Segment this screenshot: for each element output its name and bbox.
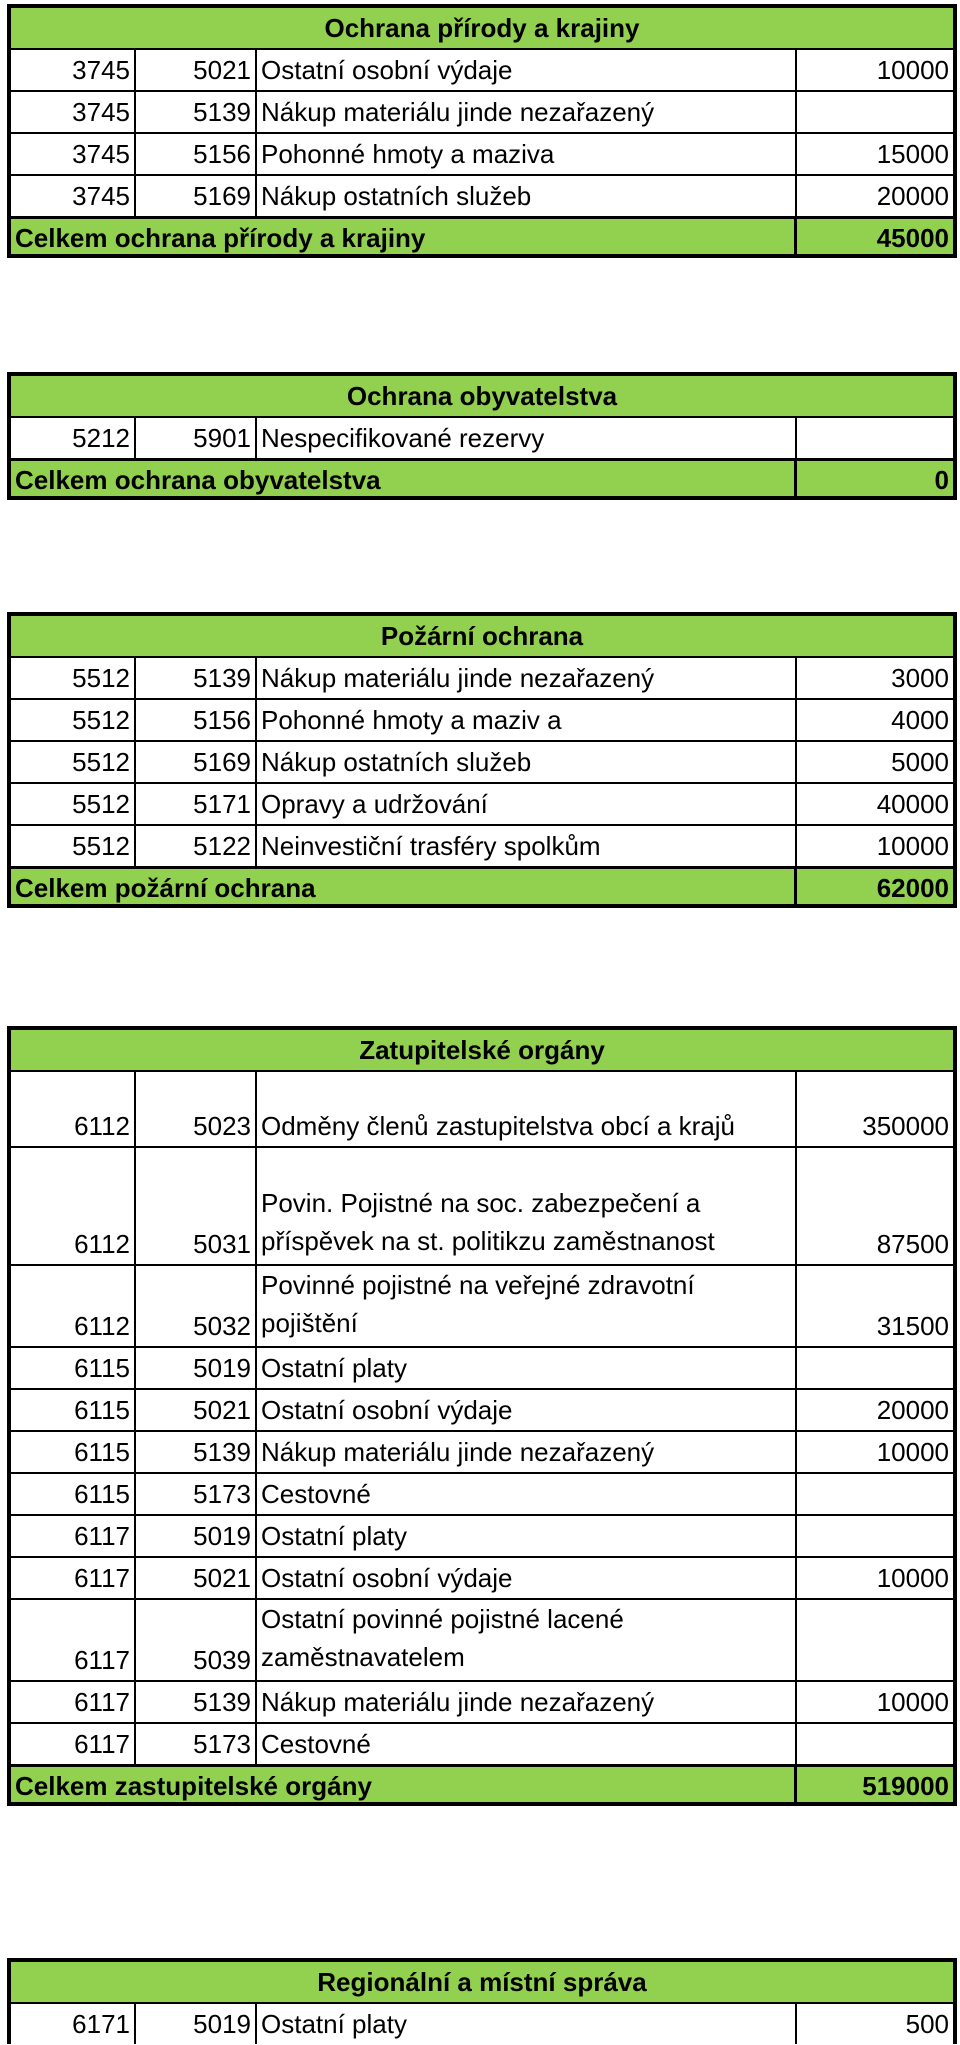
item-description: Ostatní platy [257, 2004, 797, 2044]
item-description: Pohonné hmoty a maziv a [257, 700, 797, 740]
item-code: 5019 [136, 2004, 257, 2044]
item-code: 5139 [136, 658, 257, 698]
item-description: Nákup materiálu jinde nezařazený [257, 658, 797, 698]
table-row [11, 174, 953, 216]
item-amount: 5000 [891, 747, 949, 777]
item-amount [797, 1600, 953, 1680]
item-code: 5139 [136, 1432, 257, 1472]
item-code: 5156 [136, 700, 257, 740]
item-description: Nákup materiálu jinde nezařazený [257, 92, 797, 132]
item-code: 5021 [136, 50, 257, 90]
item-description [257, 1266, 797, 1346]
item-code: 5171 [136, 784, 257, 824]
para-code: 6117 [11, 1558, 136, 1598]
item-code: 5122 [136, 826, 257, 866]
item-code: 5173 [136, 1474, 257, 1514]
para-code: 6117 [11, 1600, 136, 1680]
item-description: Ostatní osobní výdaje [257, 1390, 797, 1430]
item-code: 5039 [136, 1600, 257, 1680]
item-code: 5031 [136, 1148, 257, 1264]
table-row [11, 1346, 953, 1388]
item-amount [797, 418, 953, 458]
item-amount: 20000 [876, 181, 949, 211]
table-row [11, 824, 953, 866]
table-row [11, 1722, 953, 1764]
item-code: 5032 [136, 1266, 257, 1346]
para-code: 6112 [11, 1266, 136, 1346]
item-description: Neinvestiční trasféry spolkům [257, 826, 797, 866]
item-description: Nákup materiálu jinde nezařazený [257, 1432, 797, 1472]
item-description-text: Ostatní povinné pojistné lacené zaměstnavatelem [261, 1604, 624, 1672]
table-row [11, 1680, 953, 1722]
section-total [11, 216, 953, 254]
para-code: 6112 [11, 1148, 136, 1264]
section-pozarni-ochrana [7, 612, 957, 908]
total-label: Celkem ochrana obyvatelstva [11, 461, 797, 496]
total-label: Celkem požární ochrana [11, 869, 797, 904]
item-description: Ostatní platy [257, 1516, 797, 1556]
table-row [11, 740, 953, 782]
item-code: 5169 [136, 176, 257, 216]
table-row [11, 2002, 953, 2044]
para-code: 5512 [11, 658, 136, 698]
total-value: 62000 [876, 873, 949, 903]
para-code: 6117 [11, 1516, 136, 1556]
item-amount [797, 92, 953, 132]
item-code: 5019 [136, 1348, 257, 1388]
total-value: 0 [934, 465, 949, 495]
item-amount: 87500 [876, 1229, 949, 1259]
para-code: 6115 [11, 1348, 136, 1388]
table-row [11, 1514, 953, 1556]
item-amount: 40000 [876, 789, 949, 819]
para-code: 6115 [11, 1474, 136, 1514]
section-title: Požární ochrana [11, 616, 953, 656]
para-code: 3745 [11, 50, 136, 90]
para-code: 5512 [11, 742, 136, 782]
para-code: 6171 [11, 2004, 136, 2044]
item-description: Pohonné hmoty a maziva [257, 134, 797, 174]
item-amount: 20000 [876, 1395, 949, 1425]
item-description: Ostatní osobní výdaje [257, 50, 797, 90]
item-amount: 10000 [876, 831, 949, 861]
item-amount: 350000 [862, 1111, 949, 1141]
section-total [11, 1764, 953, 1802]
item-amount [797, 1348, 953, 1388]
section-ochrana-prirody [7, 4, 957, 258]
section-zastupitelske-organy [7, 1026, 957, 1806]
para-code: 6115 [11, 1390, 136, 1430]
section-title: Ochrana přírody a krajiny [11, 8, 953, 48]
total-label: Celkem ochrana přírody a krajiny [11, 219, 797, 254]
item-code: 5901 [136, 418, 257, 458]
section-title: Regionální a místní správa [11, 1962, 953, 2002]
table-row [11, 698, 953, 740]
item-amount [797, 1474, 953, 1514]
item-description [257, 1148, 797, 1264]
item-amount: 31500 [876, 1311, 949, 1341]
item-description: Nespecifikované rezervy [257, 418, 797, 458]
para-code: 6115 [11, 1432, 136, 1472]
table-row [11, 1388, 953, 1430]
table-row [11, 1556, 953, 1598]
total-value: 45000 [876, 223, 949, 253]
section-regionalni-sprava [7, 1958, 957, 2044]
para-code: 5212 [11, 418, 136, 458]
total-value: 519000 [862, 1771, 949, 1801]
item-description-text: Povinné pojistné na veřejné zdravotní pojištění [261, 1270, 695, 1338]
item-amount: 4000 [891, 705, 949, 735]
item-description-text: Povin. Pojistné na soc. zabezpečení a příspěvek na st. politikzu zaměstnanost [261, 1188, 715, 1256]
para-code: 6117 [11, 1724, 136, 1764]
table-row [11, 48, 953, 90]
section-total [11, 458, 953, 496]
para-code: 3745 [11, 176, 136, 216]
item-description: Odměny členů zastupitelstva obcí a krajů [257, 1072, 797, 1146]
item-description: Nákup ostatních služeb [257, 176, 797, 216]
table-row [11, 656, 953, 698]
item-description: Cestovné [257, 1724, 797, 1764]
item-code: 5139 [136, 92, 257, 132]
para-code: 5512 [11, 784, 136, 824]
item-amount: 3000 [891, 663, 949, 693]
table-row [11, 1598, 953, 1680]
item-code: 5139 [136, 1682, 257, 1722]
section-total [11, 866, 953, 904]
item-description: Ostatní osobní výdaje [257, 1558, 797, 1598]
table-row [11, 90, 953, 132]
item-amount: 10000 [876, 1687, 949, 1717]
section-title: Ochrana obyvatelstva [11, 376, 953, 416]
item-code: 5156 [136, 134, 257, 174]
para-code: 5512 [11, 700, 136, 740]
table-row [11, 416, 953, 458]
table-row [11, 1430, 953, 1472]
item-code: 5021 [136, 1390, 257, 1430]
para-code: 6112 [11, 1072, 136, 1146]
item-description: Nákup ostatních služeb [257, 742, 797, 782]
section-title: Zatupitelské orgány [11, 1030, 953, 1070]
item-description [257, 1600, 797, 1680]
item-description: Cestovné [257, 1474, 797, 1514]
item-amount [797, 1724, 953, 1764]
total-label: Celkem zastupitelské orgány [11, 1767, 797, 1802]
item-description: Ostatní platy [257, 1348, 797, 1388]
item-code: 5023 [136, 1072, 257, 1146]
item-amount: 500 [905, 2009, 949, 2039]
table-row [11, 1264, 953, 1346]
table-row [11, 132, 953, 174]
table-row [11, 1146, 953, 1264]
table-row [11, 1070, 953, 1146]
para-code: 5512 [11, 826, 136, 866]
item-amount: 10000 [876, 1437, 949, 1467]
item-code: 5173 [136, 1724, 257, 1764]
section-ochrana-obyvatelstva [7, 372, 957, 500]
item-amount: 10000 [876, 55, 949, 85]
table-row [11, 782, 953, 824]
item-code: 5021 [136, 1558, 257, 1598]
item-amount [797, 1516, 953, 1556]
item-description: Opravy a udržování [257, 784, 797, 824]
para-code: 3745 [11, 92, 136, 132]
para-code: 6117 [11, 1682, 136, 1722]
table-row [11, 1472, 953, 1514]
para-code: 3745 [11, 134, 136, 174]
item-amount: 15000 [876, 139, 949, 169]
item-description: Nákup materiálu jinde nezařazený [257, 1682, 797, 1722]
item-code: 5169 [136, 742, 257, 782]
item-amount: 10000 [876, 1563, 949, 1593]
item-code: 5019 [136, 1516, 257, 1556]
